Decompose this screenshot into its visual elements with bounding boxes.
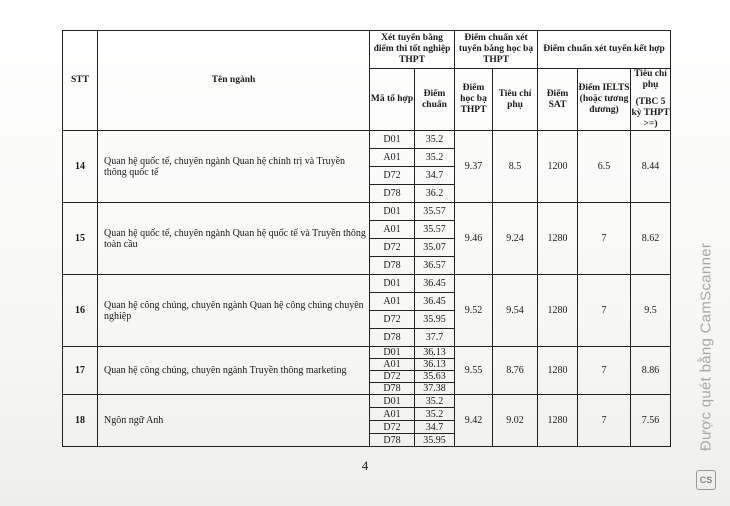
major-name-cell: Quan hệ quốc tế, chuyên ngành Quan hệ quốc tế và Truyền thông toàn cầu — [98, 203, 370, 275]
combo-score-cell: 35.63 — [415, 371, 455, 383]
combo-code-cell: D78 — [370, 329, 415, 347]
combo-score-cell: 34.7 — [415, 167, 455, 185]
table-row — [63, 131, 671, 149]
header-tieu-chi-phu-ket-hop-note: (TBC 5 kỳ THPT >=) — [631, 97, 670, 129]
combo-code-cell: D01 — [370, 203, 415, 221]
combo-code-cell: D72 — [370, 421, 415, 434]
hocba-score-cell: 9.37 — [455, 131, 493, 203]
header-group-hocba: Điểm chuẩn xét tuyển bằng học bạ THPT — [455, 31, 538, 69]
header-tieu-chi-phu: Tiêu chí phụ — [493, 69, 538, 131]
combo-score-cell: 35.95 — [415, 311, 455, 329]
combo-score-cell: 37.7 — [415, 329, 455, 347]
stt-cell: 14 — [63, 131, 98, 203]
major-name-cell: Ngôn ngữ Anh — [98, 395, 370, 447]
combo-score-cell: 35.2 — [415, 149, 455, 167]
header-diem-sat: Điểm SAT — [538, 69, 578, 131]
combo-score-cell: 36.45 — [415, 293, 455, 311]
ielts-score-cell: 7 — [578, 275, 631, 347]
table-row — [63, 275, 671, 293]
combo-code-cell: A01 — [370, 408, 415, 421]
combo-code-cell: D01 — [370, 275, 415, 293]
combo-code-cell: D72 — [370, 311, 415, 329]
header-group-ket-hop: Điểm chuẩn xét tuyển kết hợp — [538, 31, 671, 69]
camscanner-logo-icon: CS — [696, 470, 716, 490]
tieu-chi-phu-ket-hop-cell: 8.86 — [631, 347, 671, 395]
hocba-score-cell: 9.55 — [455, 347, 493, 395]
tieu-chi-phu-cell: 8.76 — [493, 347, 538, 395]
ielts-score-cell: 6.5 — [578, 131, 631, 203]
table-row — [63, 347, 671, 359]
stt-cell: 15 — [63, 203, 98, 275]
hocba-score-cell: 9.52 — [455, 275, 493, 347]
ielts-score-cell: 7 — [578, 203, 631, 275]
camscanner-watermark — [696, 202, 716, 492]
major-name-cell: Quan hệ quốc tế, chuyên ngành Quan hệ chính trị và Truyền thông quốc tế — [98, 131, 370, 203]
tieu-chi-phu-cell: 9.02 — [493, 395, 538, 447]
header-ten-nganh: Tên ngành — [98, 31, 370, 131]
combo-score-cell: 35.07 — [415, 239, 455, 257]
combo-code-cell: D72 — [370, 371, 415, 383]
combo-score-cell: 36.2 — [415, 185, 455, 203]
combo-score-cell: 36.57 — [415, 257, 455, 275]
tieu-chi-phu-ket-hop-cell: 7.56 — [631, 395, 671, 447]
header-stt: STT — [63, 31, 98, 131]
combo-code-cell: D78 — [370, 383, 415, 395]
combo-score-cell: 35.2 — [415, 395, 455, 408]
combo-score-cell: 35.95 — [415, 434, 455, 447]
header-diem-chuan: Điểm chuẩn — [415, 69, 455, 131]
combo-code-cell: D78 — [370, 257, 415, 275]
combo-code-cell: D01 — [370, 131, 415, 149]
ielts-score-cell: 7 — [578, 395, 631, 447]
watermark-text: Được quét bằng CamScanner — [697, 242, 715, 452]
combo-score-cell: 36.45 — [415, 275, 455, 293]
sat-score-cell: 1280 — [538, 203, 578, 275]
combo-score-cell: 36.13 — [415, 347, 455, 359]
tieu-chi-phu-ket-hop-cell: 8.62 — [631, 203, 671, 275]
combo-code-cell: D78 — [370, 185, 415, 203]
tieu-chi-phu-cell: 9.24 — [493, 203, 538, 275]
combo-code-cell: A01 — [370, 221, 415, 239]
combo-score-cell: 35.2 — [415, 408, 455, 421]
combo-code-cell: A01 — [370, 149, 415, 167]
header-diem-hoc-ba: Điểm học bạ THPT — [455, 69, 493, 131]
header-diem-ielts: Điểm IELTS (hoặc tương đương) — [578, 69, 631, 131]
header-tieu-chi-phu-ket-hop — [631, 69, 671, 131]
tieu-chi-phu-ket-hop-cell: 8.44 — [631, 131, 671, 203]
tieu-chi-phu-cell: 9.54 — [493, 275, 538, 347]
tieu-chi-phu-ket-hop-cell: 9.5 — [631, 275, 671, 347]
combo-score-cell: 35.2 — [415, 131, 455, 149]
combo-score-cell: 37.38 — [415, 383, 455, 395]
sat-score-cell: 1280 — [538, 275, 578, 347]
combo-code-cell: A01 — [370, 293, 415, 311]
stt-cell: 16 — [63, 275, 98, 347]
major-name-cell: Quan hệ công chúng, chuyên ngành Quan hệ công chúng chuyên nghiệp — [98, 275, 370, 347]
combo-code-cell: D72 — [370, 239, 415, 257]
combo-score-cell: 34.7 — [415, 421, 455, 434]
combo-score-cell: 36.13 — [415, 359, 455, 371]
page-number: 4 — [361, 458, 369, 473]
stt-cell: 17 — [63, 347, 98, 395]
combo-code-cell: D01 — [370, 395, 415, 408]
hocba-score-cell: 9.46 — [455, 203, 493, 275]
table-row — [63, 395, 671, 408]
combo-code-cell: D01 — [370, 347, 415, 359]
sat-score-cell: 1280 — [538, 395, 578, 447]
hocba-score-cell: 9.42 — [455, 395, 493, 447]
combo-score-cell: 35.57 — [415, 203, 455, 221]
major-name-cell: Quan hệ công chúng, chuyên ngành Truyền thông marketing — [98, 347, 370, 395]
stt-cell: 18 — [63, 395, 98, 447]
combo-code-cell: D72 — [370, 167, 415, 185]
table-row — [63, 203, 671, 221]
header-tieu-chi-phu-ket-hop-label: Tiêu chí phụ — [634, 69, 667, 90]
sat-score-cell: 1200 — [538, 131, 578, 203]
admission-score-table — [62, 30, 671, 447]
header-ma-to-hop: Mã tổ hợp — [370, 69, 415, 131]
sat-score-cell: 1280 — [538, 347, 578, 395]
header-group-thpt: Xét tuyển bằng điểm thi tốt nghiệp THPT — [370, 31, 455, 69]
combo-code-cell: A01 — [370, 359, 415, 371]
tieu-chi-phu-cell: 8.5 — [493, 131, 538, 203]
combo-code-cell: D78 — [370, 434, 415, 447]
combo-score-cell: 35.57 — [415, 221, 455, 239]
ielts-score-cell: 7 — [578, 347, 631, 395]
